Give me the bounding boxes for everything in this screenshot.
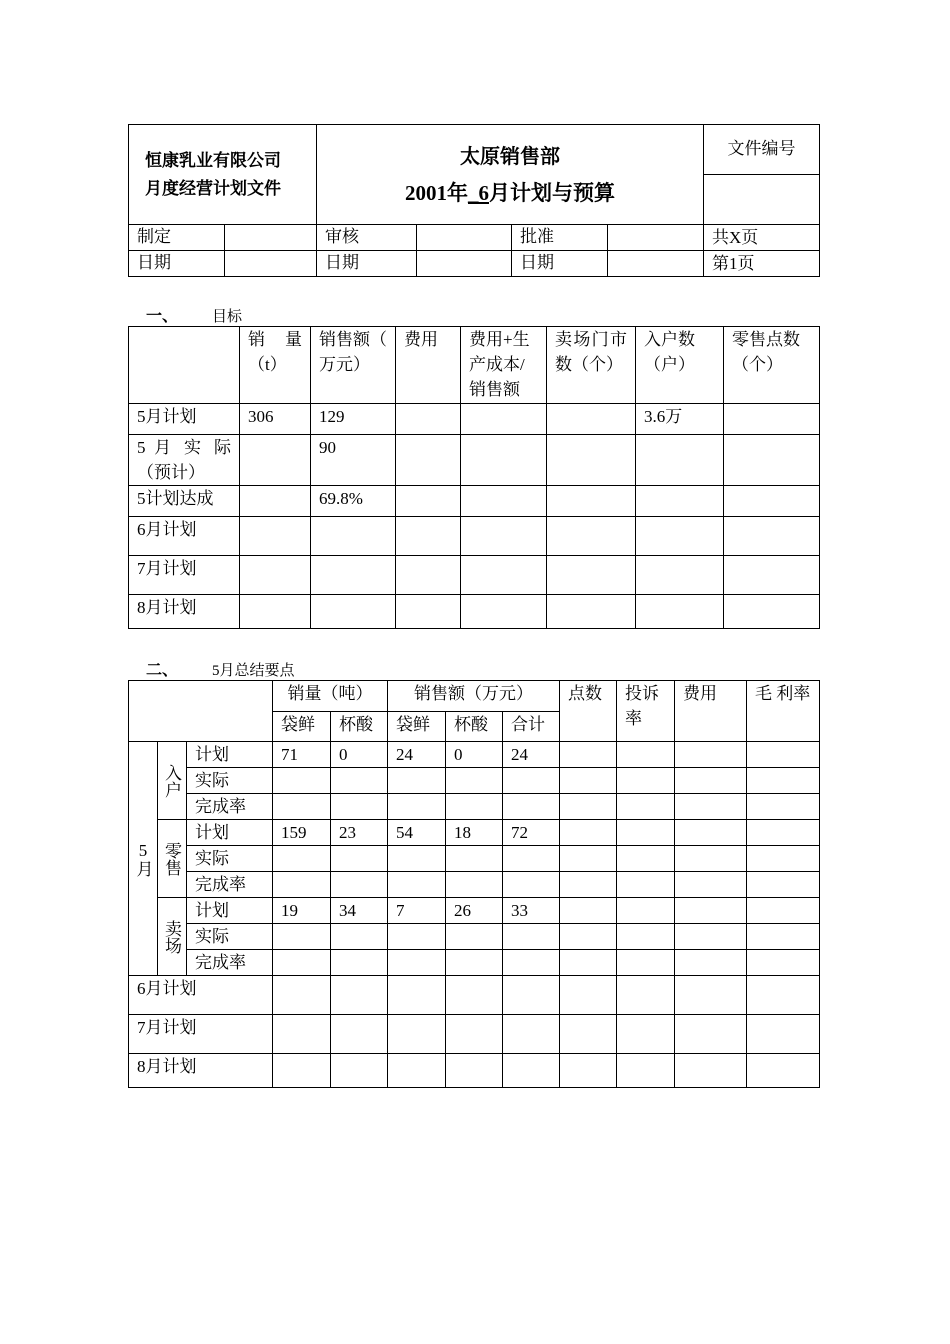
- table-cell: [636, 435, 724, 486]
- table-cell: [240, 595, 311, 629]
- table-cell: [396, 486, 461, 517]
- table-cell: [560, 898, 617, 924]
- table-cell: 0: [446, 742, 503, 768]
- table-cell: [273, 976, 331, 1015]
- table-cell: [331, 1015, 388, 1054]
- row-label: 5 月 实 际（预计）: [129, 435, 240, 486]
- table-row: [129, 950, 820, 976]
- table-cell: [747, 742, 820, 768]
- table-cell: [331, 924, 388, 950]
- channel-name: 卖场: [162, 919, 181, 954]
- table-cell: 26: [446, 898, 503, 924]
- cost-header: 费用: [675, 681, 747, 742]
- table-cell: [636, 517, 724, 556]
- summary-table: [128, 680, 820, 1088]
- table-cell: [461, 435, 547, 486]
- table-cell: [503, 1054, 560, 1088]
- row-label: 实际: [187, 846, 273, 872]
- table-cell: [617, 742, 675, 768]
- company-cell: [129, 125, 317, 225]
- table-cell: [461, 404, 547, 435]
- table-cell: [747, 846, 820, 872]
- total-pages: 共X页: [704, 225, 820, 251]
- table-cell: [724, 404, 820, 435]
- table-row: [129, 976, 820, 1015]
- maker-value: [225, 225, 317, 251]
- date-value: [417, 251, 512, 277]
- table-cell: 7: [388, 898, 446, 924]
- row-label: 7月计划: [129, 1015, 273, 1054]
- table-cell: [560, 794, 617, 820]
- table-cell: [547, 517, 636, 556]
- table-cell: [396, 435, 461, 486]
- complaint-rate-header: 投诉率: [617, 681, 675, 742]
- table-cell: [503, 872, 560, 898]
- table-cell: [560, 872, 617, 898]
- table-cell: [747, 1054, 820, 1088]
- table-row: [129, 924, 820, 950]
- table-cell: [547, 556, 636, 595]
- table-cell: [446, 924, 503, 950]
- table-cell: [560, 820, 617, 846]
- table-cell: [503, 794, 560, 820]
- sub-header: 杯酸: [331, 712, 388, 742]
- table-cell: [388, 1054, 446, 1088]
- row-label: 5计划达成: [129, 486, 240, 517]
- table-cell: [617, 1015, 675, 1054]
- table-cell: [617, 898, 675, 924]
- section1-title: 目标: [212, 309, 243, 325]
- table-row: [129, 595, 820, 629]
- table-cell: [331, 846, 388, 872]
- table-cell: [503, 924, 560, 950]
- table-cell: [273, 794, 331, 820]
- table-row: [129, 846, 820, 872]
- row-label: 实际: [187, 768, 273, 794]
- reviewer-label: 审核: [317, 225, 417, 251]
- table-cell: [396, 404, 461, 435]
- row-label: 完成率: [187, 950, 273, 976]
- table-cell: [240, 556, 311, 595]
- channel-label: [158, 820, 187, 898]
- table-cell: [240, 435, 311, 486]
- doc-number-value: [704, 175, 820, 225]
- table-cell: [560, 976, 617, 1015]
- table-cell: [617, 976, 675, 1015]
- targets-header-retail-points: 零售点数（个）: [724, 327, 820, 404]
- approver-label: 批准: [512, 225, 608, 251]
- table-cell: [388, 768, 446, 794]
- row-label: 计划: [187, 820, 273, 846]
- table-cell: [388, 846, 446, 872]
- section2-heading: [146, 657, 295, 680]
- table-cell: [446, 1015, 503, 1054]
- table-cell: 90: [311, 435, 396, 486]
- row-label: 7月计划: [129, 556, 240, 595]
- table-cell: [273, 1015, 331, 1054]
- plan-title-month: _6: [468, 180, 489, 205]
- table-cell: [396, 556, 461, 595]
- table-cell: 18: [446, 820, 503, 846]
- maker-label: 制定: [129, 225, 225, 251]
- volume-group-header: 销量（吨）: [273, 681, 388, 712]
- date-label: 日期: [512, 251, 608, 277]
- table-cell: [446, 950, 503, 976]
- table-cell: [311, 595, 396, 629]
- points-header: 点数: [560, 681, 617, 742]
- targets-header-households: 入户数（户）: [636, 327, 724, 404]
- date-value: [608, 251, 704, 277]
- table-cell: [747, 924, 820, 950]
- table-cell: [388, 1015, 446, 1054]
- row-label: 完成率: [187, 872, 273, 898]
- row-label: 完成率: [187, 794, 273, 820]
- table-row: [129, 898, 820, 924]
- table-cell: [273, 872, 331, 898]
- table-cell: [273, 950, 331, 976]
- table-cell: [747, 950, 820, 976]
- table-cell: [311, 556, 396, 595]
- table-row: [129, 486, 820, 517]
- table-cell: 72: [503, 820, 560, 846]
- sub-header: 袋鲜: [273, 712, 331, 742]
- table-cell: [560, 950, 617, 976]
- table-cell: [503, 846, 560, 872]
- table-cell: [461, 517, 547, 556]
- table-row: [129, 1015, 820, 1054]
- table-cell: [273, 1054, 331, 1088]
- section2-title: 5月总结要点: [212, 663, 295, 679]
- table-cell: [617, 1054, 675, 1088]
- table-cell: [724, 556, 820, 595]
- table-cell: [675, 768, 747, 794]
- company-name: 恒康乳业有限公司: [145, 150, 281, 171]
- table-cell: [724, 595, 820, 629]
- table-cell: [675, 872, 747, 898]
- table-cell: [446, 846, 503, 872]
- sub-header: 杯酸: [446, 712, 503, 742]
- sub-header: 袋鲜: [388, 712, 446, 742]
- table-cell: [446, 768, 503, 794]
- plan-title: [325, 175, 695, 212]
- row-label: 6月计划: [129, 976, 273, 1015]
- table-cell: [636, 556, 724, 595]
- targets-header-stores: 卖场门市 数（个）: [547, 327, 636, 404]
- table-cell: [675, 976, 747, 1015]
- channel-label: [158, 742, 187, 820]
- table-cell: [503, 976, 560, 1015]
- table-cell: [560, 924, 617, 950]
- approver-value: [608, 225, 704, 251]
- channel-label: [158, 898, 187, 976]
- table-cell: [240, 517, 311, 556]
- table-cell: [503, 950, 560, 976]
- table-cell: [747, 820, 820, 846]
- targets-header-volume: 销 量（t）: [240, 327, 311, 404]
- table-cell: [675, 950, 747, 976]
- targets-header-cost-ratio: 费用+生产成本/销售额: [461, 327, 547, 404]
- table-cell: [724, 435, 820, 486]
- table-cell: [446, 976, 503, 1015]
- table-cell: [675, 846, 747, 872]
- date-value: [225, 251, 317, 277]
- table-cell: [331, 976, 388, 1015]
- table-cell: [331, 950, 388, 976]
- table-cell: [747, 872, 820, 898]
- table-cell: [396, 517, 461, 556]
- section1-heading: [146, 303, 242, 326]
- table-cell: [675, 820, 747, 846]
- table-cell: [747, 768, 820, 794]
- table-cell: [461, 486, 547, 517]
- table-cell: [747, 976, 820, 1015]
- table-cell: [560, 1015, 617, 1054]
- table-cell: [675, 898, 747, 924]
- table-cell: [636, 595, 724, 629]
- table-cell: [617, 872, 675, 898]
- doc-number-label: 文件编号: [704, 125, 820, 175]
- table-row: [129, 435, 820, 486]
- table-cell: [747, 1015, 820, 1054]
- table-cell: [388, 794, 446, 820]
- table-cell: 24: [388, 742, 446, 768]
- table-cell: [331, 794, 388, 820]
- month-label: [129, 742, 158, 976]
- table-row: [129, 742, 820, 768]
- table-cell: 34: [331, 898, 388, 924]
- channel-name: 入户: [162, 763, 181, 798]
- table-cell: [388, 924, 446, 950]
- gross-margin-header: 毛 利率: [747, 681, 820, 742]
- table-cell: [446, 872, 503, 898]
- table-cell: [547, 486, 636, 517]
- table-cell: [388, 872, 446, 898]
- table-cell: 33: [503, 898, 560, 924]
- table-cell: [331, 1054, 388, 1088]
- table-cell: [331, 768, 388, 794]
- document-type: 月度经营计划文件: [145, 178, 281, 199]
- plan-title-year: 2001年: [405, 180, 468, 205]
- row-label: 8月计划: [129, 595, 240, 629]
- table-cell: [388, 950, 446, 976]
- targets-table: [128, 326, 820, 629]
- table-row: [129, 556, 820, 595]
- table-cell: [560, 742, 617, 768]
- section2-number: 二、: [146, 660, 179, 679]
- table-cell: [331, 872, 388, 898]
- table-row: [129, 768, 820, 794]
- table-cell: 0: [331, 742, 388, 768]
- plan-title-suffix: 月计划与预算: [489, 180, 615, 205]
- table-row: [129, 517, 820, 556]
- table-cell: [446, 1054, 503, 1088]
- table-cell: [273, 846, 331, 872]
- row-label: 实际: [187, 924, 273, 950]
- sub-header: 合计: [503, 712, 560, 742]
- table-cell: 306: [240, 404, 311, 435]
- table-cell: 19: [273, 898, 331, 924]
- table-cell: [724, 517, 820, 556]
- table-cell: [747, 898, 820, 924]
- table-cell: [273, 924, 331, 950]
- header-table: [128, 124, 820, 277]
- table-cell: [503, 768, 560, 794]
- table-cell: 3.6万: [636, 404, 724, 435]
- row-label: 6月计划: [129, 517, 240, 556]
- table-cell: [560, 1054, 617, 1088]
- department-title: 太原销售部: [460, 143, 560, 168]
- table-cell: [675, 1015, 747, 1054]
- table-cell: [675, 794, 747, 820]
- date-label: 日期: [129, 251, 225, 277]
- row-label: 5月计划: [129, 404, 240, 435]
- table-cell: [636, 486, 724, 517]
- table-cell: [747, 794, 820, 820]
- targets-header-blank: [129, 327, 240, 404]
- table-cell: [461, 556, 547, 595]
- reviewer-value: [417, 225, 512, 251]
- table-cell: [675, 742, 747, 768]
- table-row: [129, 872, 820, 898]
- month-label-text: 5月: [133, 840, 153, 877]
- table-cell: [547, 404, 636, 435]
- table-cell: 23: [331, 820, 388, 846]
- table-cell: [617, 924, 675, 950]
- table-cell: [503, 1015, 560, 1054]
- table-cell: [560, 846, 617, 872]
- table-cell: [617, 768, 675, 794]
- table-cell: [675, 924, 747, 950]
- table-cell: 54: [388, 820, 446, 846]
- table-cell: [675, 1054, 747, 1088]
- table-cell: 159: [273, 820, 331, 846]
- table-cell: [724, 486, 820, 517]
- table-cell: [547, 435, 636, 486]
- table-cell: [617, 794, 675, 820]
- date-label: 日期: [317, 251, 417, 277]
- table-cell: 129: [311, 404, 396, 435]
- table-row: [129, 404, 820, 435]
- table-cell: [617, 846, 675, 872]
- targets-header-sales: 销售额（ 万元）: [311, 327, 396, 404]
- channel-name: 零售: [162, 841, 181, 876]
- title-cell: [317, 125, 704, 225]
- table-cell: [461, 595, 547, 629]
- table-row: [129, 1054, 820, 1088]
- row-label: 8月计划: [129, 1054, 273, 1088]
- row-label: 计划: [187, 742, 273, 768]
- row-label: 计划: [187, 898, 273, 924]
- table-cell: [273, 768, 331, 794]
- sales-group-header: 销售额（万元）: [388, 681, 560, 712]
- table-cell: [617, 820, 675, 846]
- summary-header-blank: [129, 681, 273, 742]
- table-row: [129, 820, 820, 846]
- table-cell: [396, 595, 461, 629]
- table-row: [129, 794, 820, 820]
- page-number: 第1页: [704, 251, 820, 277]
- table-cell: [311, 517, 396, 556]
- table-cell: [617, 950, 675, 976]
- section1-number: 一、: [146, 306, 179, 325]
- targets-header-cost: 费用: [396, 327, 461, 404]
- table-cell: 69.8%: [311, 486, 396, 517]
- table-cell: 24: [503, 742, 560, 768]
- table-cell: 71: [273, 742, 331, 768]
- table-cell: [560, 768, 617, 794]
- table-cell: [547, 595, 636, 629]
- table-cell: [388, 976, 446, 1015]
- table-cell: [240, 486, 311, 517]
- table-cell: [446, 794, 503, 820]
